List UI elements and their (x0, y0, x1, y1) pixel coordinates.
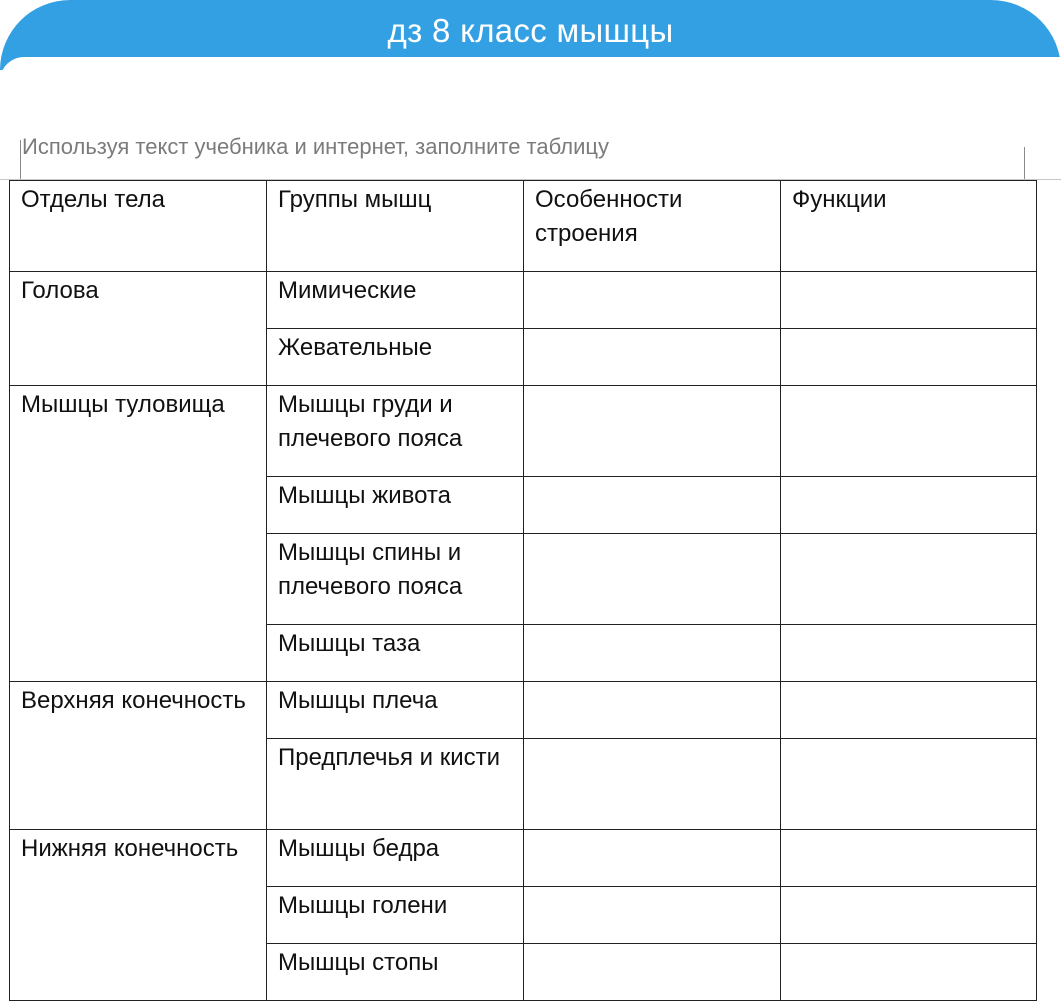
muscle-group-cell: Мышцы стопы (267, 944, 524, 1001)
instruction-text: Используя текст учебника и интернет, заполните таблицу (22, 134, 609, 159)
table-header-row (10, 181, 1037, 272)
muscle-group-cell: Мышцы таза (267, 625, 524, 682)
function-cell[interactable] (781, 272, 1037, 329)
table-row (10, 682, 1037, 739)
function-cell[interactable] (781, 682, 1037, 739)
body-part-cell-lower-limb: Нижняя конечность (10, 830, 267, 1001)
muscle-table (9, 180, 1037, 1001)
column-header-structure: Особенности строения (524, 181, 781, 272)
structure-cell[interactable] (524, 534, 781, 625)
column-header-body-part: Отделы тела (10, 181, 267, 272)
muscle-group-cell: Мышцы бедра (267, 830, 524, 887)
muscle-group-cell: Мышцы живота (267, 477, 524, 534)
muscle-group-cell: Жевательные (267, 329, 524, 386)
structure-cell[interactable] (524, 477, 781, 534)
structure-cell[interactable] (524, 739, 781, 830)
structure-cell[interactable] (524, 625, 781, 682)
muscle-group-cell: Мышцы голени (267, 887, 524, 944)
muscle-group-cell: Предплечья и кисти (267, 739, 524, 830)
function-cell[interactable] (781, 887, 1037, 944)
structure-cell[interactable] (524, 830, 781, 887)
text-cursor-right (1024, 147, 1025, 181)
muscle-group-cell: Мышцы груди и плечевого пояса (267, 386, 524, 477)
structure-cell[interactable] (524, 887, 781, 944)
body-part-cell-head: Голова (10, 272, 267, 386)
function-cell[interactable] (781, 477, 1037, 534)
table-row (10, 386, 1037, 477)
function-cell[interactable] (781, 329, 1037, 386)
text-cursor-left (20, 140, 21, 180)
function-cell[interactable] (781, 625, 1037, 682)
function-cell[interactable] (781, 739, 1037, 830)
muscle-group-cell: Мимические (267, 272, 524, 329)
function-cell[interactable] (781, 534, 1037, 625)
body-part-cell-trunk: Мышцы туловища (10, 386, 267, 682)
function-cell[interactable] (781, 830, 1037, 887)
table-row (10, 272, 1037, 329)
structure-cell[interactable] (524, 386, 781, 477)
structure-cell[interactable] (524, 682, 781, 739)
document-title: дз 8 класс мышцы (387, 12, 674, 49)
body-part-cell-upper-limb: Верхняя конечность (10, 682, 267, 830)
function-cell[interactable] (781, 386, 1037, 477)
column-header-functions: Функции (781, 181, 1037, 272)
muscle-group-cell: Мышцы спины и плечевого пояса (267, 534, 524, 625)
muscle-group-cell: Мышцы плеча (267, 682, 524, 739)
column-header-muscle-groups: Группы мышц (267, 181, 524, 272)
structure-cell[interactable] (524, 944, 781, 1001)
function-cell[interactable] (781, 944, 1037, 1001)
table-row (10, 830, 1037, 887)
structure-cell[interactable] (524, 272, 781, 329)
structure-cell[interactable] (524, 329, 781, 386)
